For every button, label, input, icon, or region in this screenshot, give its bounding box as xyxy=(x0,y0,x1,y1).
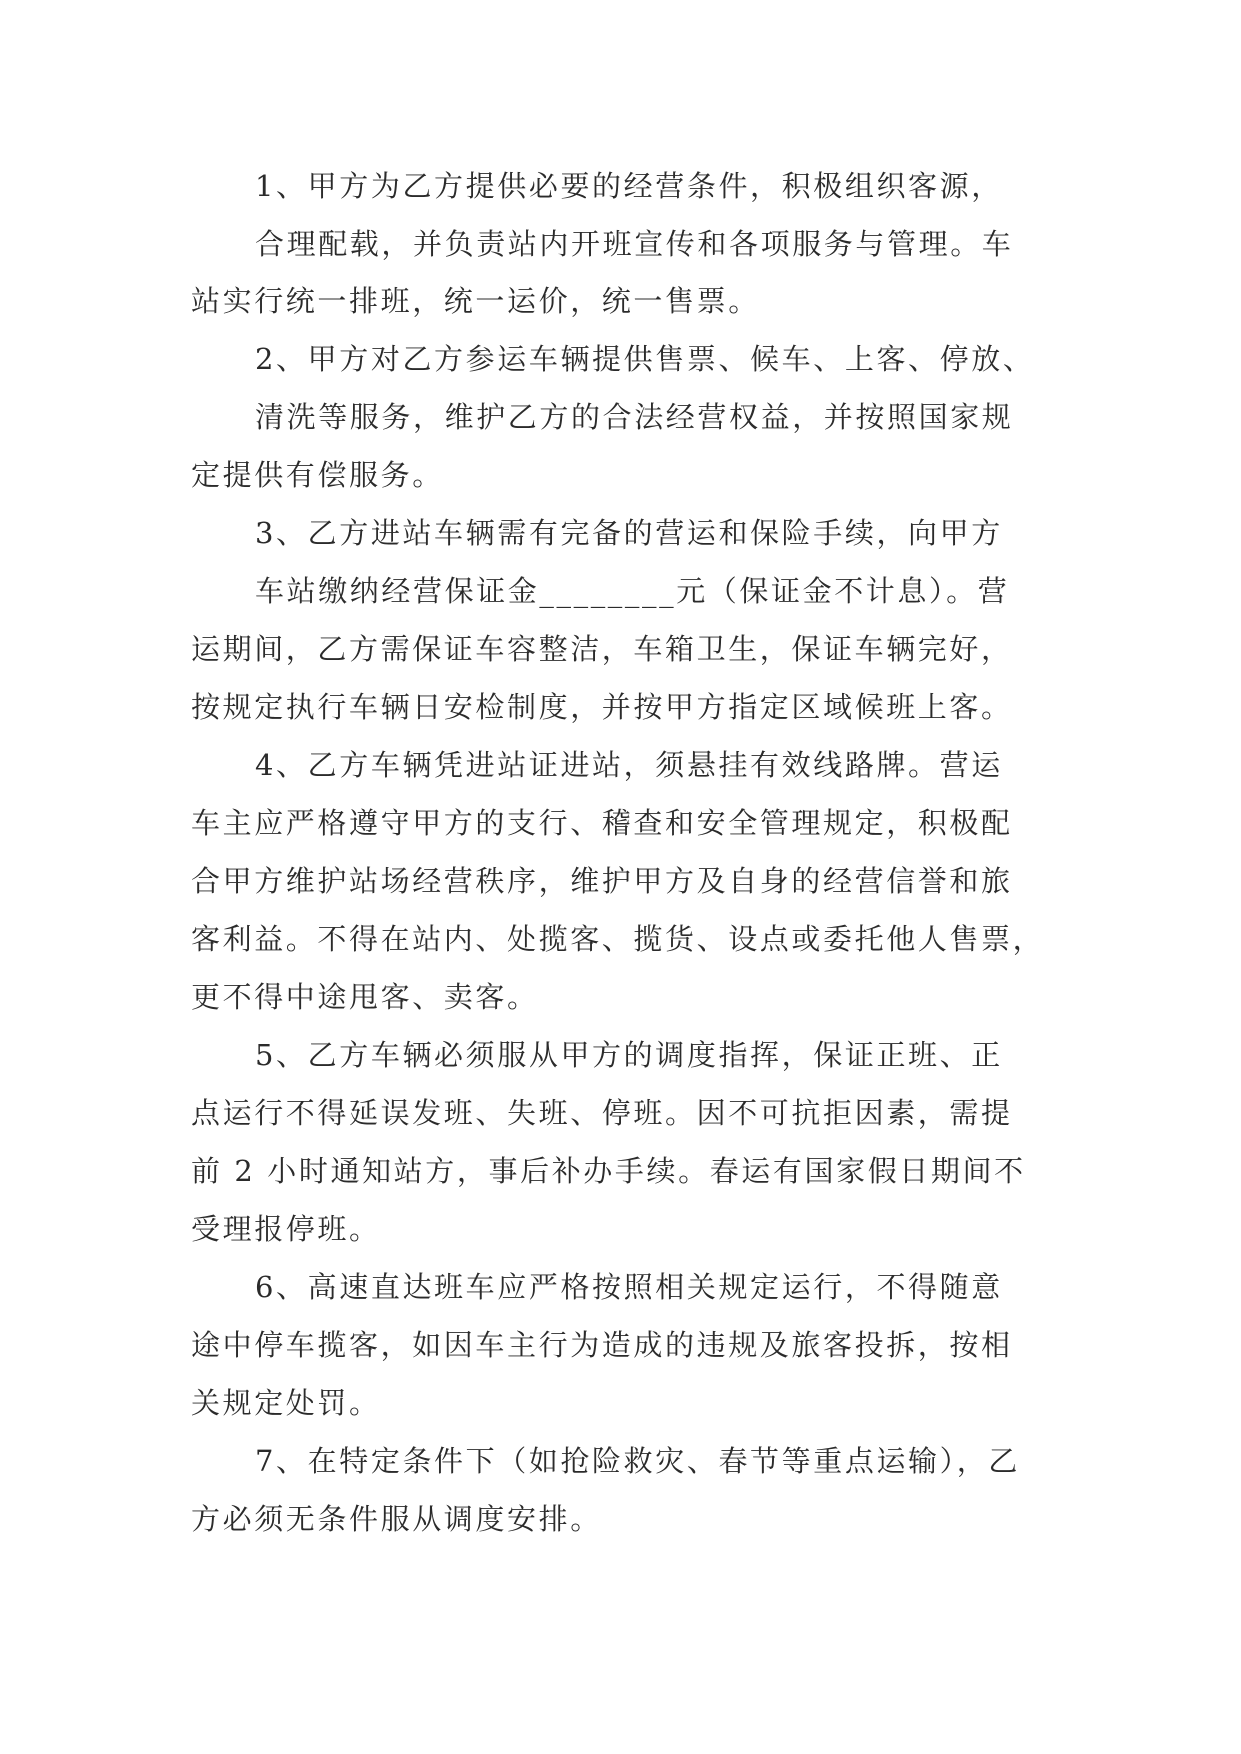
text-line: 按规定执行车辆日安检制度，并按甲方指定区域候班上客。 xyxy=(191,690,1013,724)
text-line: 前 2 小时通知站方，事后补办手续。春运有国家假日期间不 xyxy=(191,1154,1026,1188)
text-line: 客利益。不得在站内、处揽客、揽货、设点或委托他人售票， xyxy=(191,922,1045,956)
text-line: 5、乙方车辆必须服从甲方的调度指挥，保证正班、正 xyxy=(255,1038,1003,1072)
text-line: 车站缴纳经营保证金________元（保证金不计息）。营 xyxy=(255,574,1010,608)
text-line: 途中停车揽客，如因车主行为造成的违规及旅客投拆，按相 xyxy=(191,1328,1013,1362)
text-line: 3、乙方进站车辆需有完备的营运和保险手续，向甲方 xyxy=(255,516,1003,550)
text-line: 车主应严格遵守甲方的支行、稽查和安全管理规定，积极配 xyxy=(191,806,1013,840)
text-line: 1、甲方为乙方提供必要的经营条件，积极组织客源， xyxy=(255,169,1003,203)
text-line: 6、高速直达班车应严格按照相关规定运行，不得随意 xyxy=(255,1270,1003,1304)
text-line: 4、乙方车辆凭进站证进站，须悬挂有效线路牌。营运 xyxy=(255,748,1003,782)
text-line: 2、甲方对乙方参运车辆提供售票、候车、上客、停放、 xyxy=(255,342,1035,376)
text-line: 关规定处罚。 xyxy=(191,1386,381,1420)
text-line: 合甲方维护站场经营秩序，维护甲方及自身的经营信誉和旅 xyxy=(191,864,1013,898)
text-line: 站实行统一排班，统一运价，统一售票。 xyxy=(191,284,760,318)
text-line: 7、在特定条件下（如抢险救灾、春节等重点运输），乙 xyxy=(255,1444,1020,1478)
text-line: 受理报停班。 xyxy=(191,1212,381,1246)
text-line: 方必须无条件服从调度安排。 xyxy=(191,1502,602,1536)
text-line: 更不得中途甩客、卖客。 xyxy=(191,980,539,1014)
text-line: 点运行不得延误发班、失班、停班。因不可抗拒因素，需提 xyxy=(191,1096,1013,1130)
text-line: 定提供有偿服务。 xyxy=(191,458,444,492)
text-line: 合理配载，并负责站内开班宣传和各项服务与管理。车 xyxy=(255,227,1014,261)
text-line: 清洗等服务，维护乙方的合法经营权益，并按照国家规 xyxy=(255,400,1014,434)
text-line: 运期间，乙方需保证车容整洁，车箱卫生，保证车辆完好， xyxy=(191,632,1013,666)
